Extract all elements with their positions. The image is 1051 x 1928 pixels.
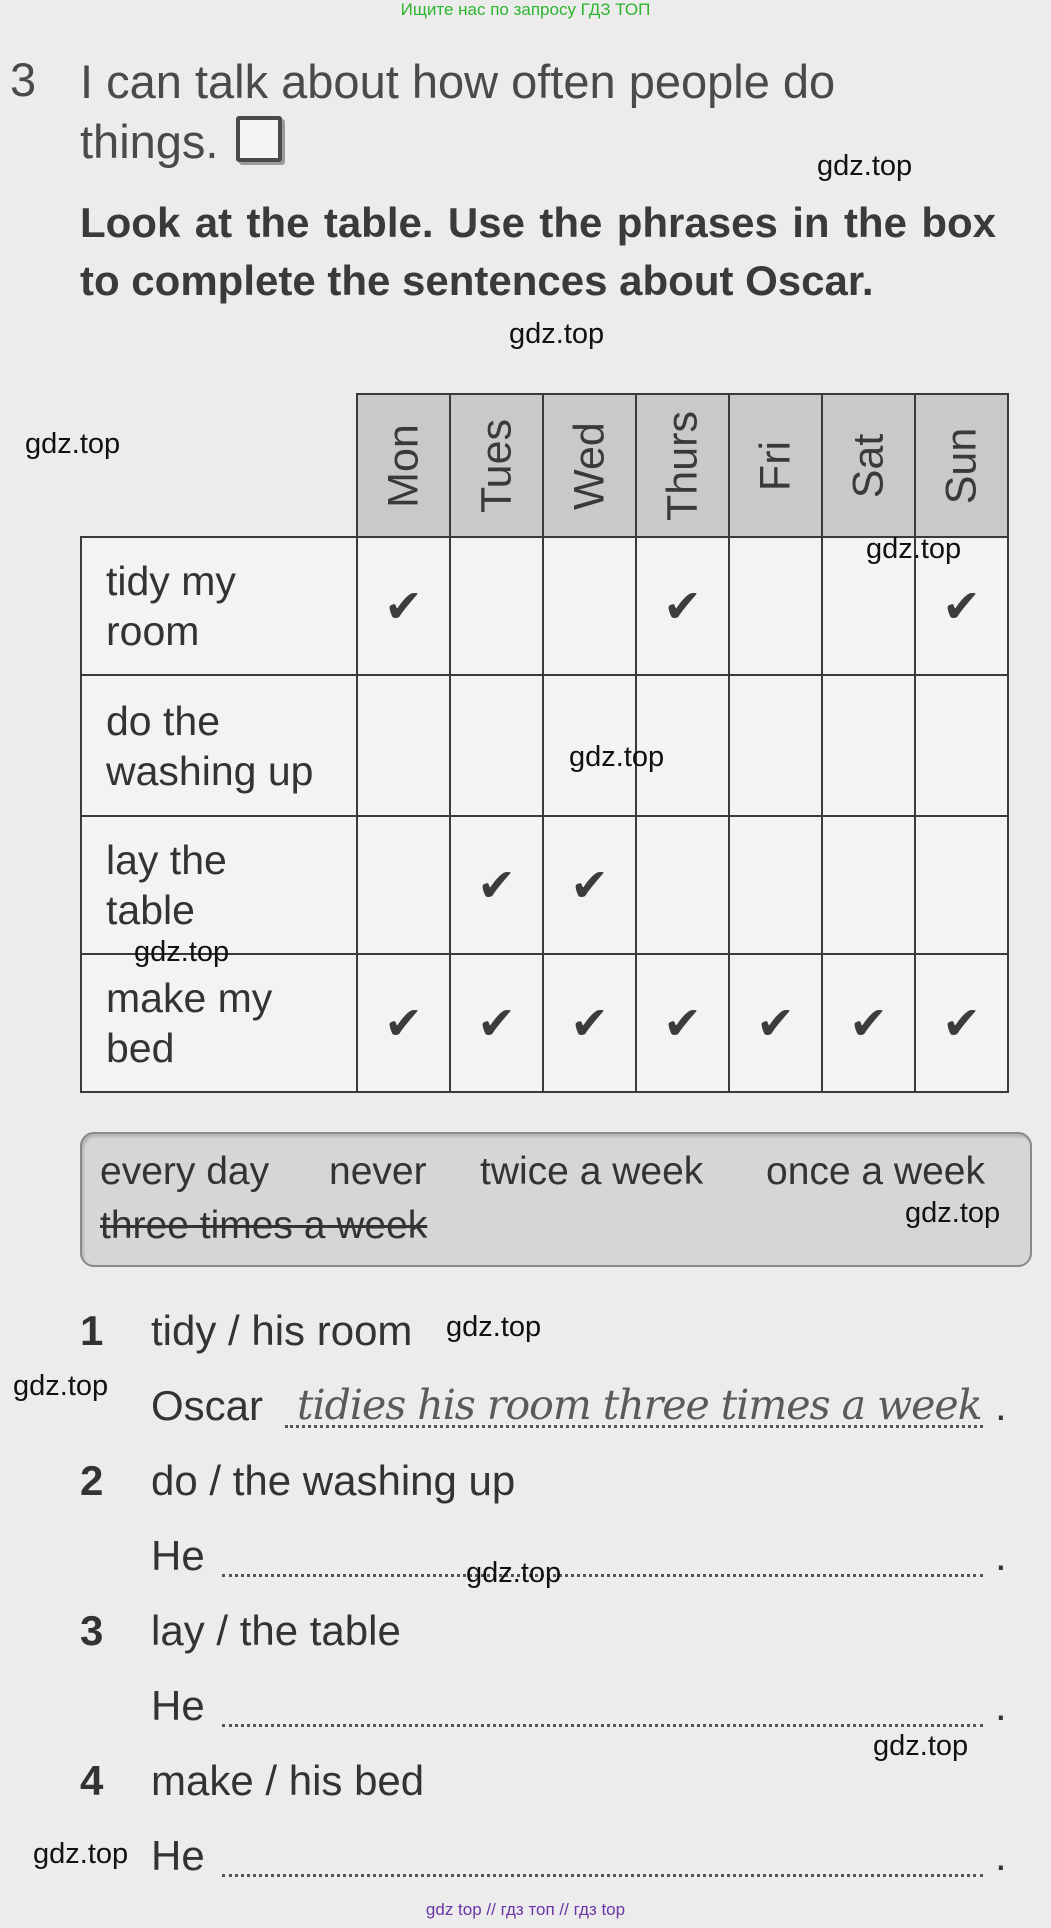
answer-line[interactable] bbox=[222, 1724, 983, 1727]
phrase-every-day: every day bbox=[100, 1150, 270, 1193]
exercise-prompt: tidy / his room bbox=[151, 1307, 413, 1354]
check-mark-icon: ✔ bbox=[477, 859, 516, 911]
table-corner bbox=[81, 394, 357, 537]
check-cell bbox=[450, 816, 543, 954]
check-cell bbox=[822, 675, 915, 816]
check-cell bbox=[915, 954, 1008, 1092]
check-cell bbox=[636, 954, 729, 1092]
watermark: gdz.top bbox=[509, 318, 605, 350]
check-mark-icon: ✔ bbox=[384, 997, 423, 1049]
check-cell bbox=[543, 537, 636, 675]
sentence-period: . bbox=[995, 1382, 1007, 1429]
watermark: gdz.top bbox=[569, 741, 665, 773]
table-row bbox=[81, 675, 1008, 816]
section-number: 3 bbox=[10, 53, 37, 106]
day-header bbox=[357, 394, 450, 537]
exercise-prompt: make / his bed bbox=[151, 1757, 425, 1804]
exercise-subject: Oscar bbox=[151, 1382, 264, 1429]
check-mark-icon: ✔ bbox=[570, 997, 609, 1049]
phrase-box bbox=[80, 1132, 1032, 1267]
exercise-number: 2 bbox=[80, 1457, 104, 1504]
check-cell bbox=[357, 954, 450, 1092]
task-line-2: room bbox=[106, 608, 200, 654]
watermark: gdz.top bbox=[873, 1730, 969, 1762]
sentence-period: . bbox=[995, 1832, 1007, 1879]
sentence-period: . bbox=[995, 1532, 1007, 1579]
check-cell bbox=[357, 675, 450, 816]
task-line-1: do the bbox=[106, 697, 220, 744]
day-header bbox=[729, 394, 822, 537]
day-label: Tues bbox=[472, 418, 520, 513]
exercise-prompt: lay / the table bbox=[151, 1607, 401, 1654]
exercise-number: 1 bbox=[80, 1307, 104, 1354]
day-label: Wed bbox=[565, 421, 613, 510]
watermark: gdz.top bbox=[134, 936, 230, 968]
phrase-never: never bbox=[329, 1150, 427, 1193]
check-cell bbox=[357, 537, 450, 675]
watermark: gdz.top bbox=[466, 1557, 562, 1589]
check-cell bbox=[729, 954, 822, 1092]
check-mark-icon: ✔ bbox=[942, 580, 981, 632]
check-cell bbox=[915, 675, 1008, 816]
day-label: Mon bbox=[379, 423, 427, 508]
watermark: gdz.top bbox=[905, 1197, 1001, 1229]
check-cell bbox=[822, 954, 915, 1092]
phrase-twice-a-week: twice a week bbox=[480, 1150, 704, 1193]
check-cell bbox=[822, 816, 915, 954]
check-mark-icon: ✔ bbox=[384, 580, 423, 632]
check-cell bbox=[729, 816, 822, 954]
heading-line-1: I can talk about how often people do bbox=[80, 55, 836, 108]
instruction: Look at the table. Use the phrases in the box to complete the sentences about Oscar. bbox=[80, 199, 996, 304]
exercise-subject: He bbox=[151, 1682, 205, 1729]
check-mark-icon: ✔ bbox=[477, 997, 516, 1049]
task-line-2: bed bbox=[106, 1025, 175, 1071]
check-cell bbox=[543, 816, 636, 954]
watermark: gdz.top bbox=[817, 150, 913, 182]
day-label: Fri bbox=[751, 440, 799, 491]
day-header bbox=[450, 394, 543, 537]
exercise-number: 3 bbox=[80, 1607, 104, 1654]
day-label: Sat bbox=[844, 433, 892, 498]
task-line-2: table bbox=[106, 887, 195, 933]
task-label bbox=[81, 537, 357, 675]
day-header bbox=[543, 394, 636, 537]
check-cell bbox=[450, 954, 543, 1092]
task-line-1: make my bbox=[106, 975, 273, 1021]
task-label bbox=[81, 816, 357, 954]
day-header bbox=[822, 394, 915, 537]
check-mark-icon: ✔ bbox=[756, 997, 795, 1049]
phrase-three-times-a-week-crossed: three times a week bbox=[100, 1204, 428, 1247]
answer-line[interactable] bbox=[222, 1874, 983, 1877]
check-cell bbox=[729, 675, 822, 816]
check-mark-icon: ✔ bbox=[663, 997, 702, 1049]
watermark: gdz.top bbox=[13, 1370, 109, 1402]
day-label: Thurs bbox=[658, 410, 706, 521]
check-mark-icon: ✔ bbox=[663, 580, 702, 632]
watermark: gdz.top bbox=[866, 533, 962, 565]
answer-text: tidies his room three times a week bbox=[297, 1381, 982, 1429]
check-mark-icon: ✔ bbox=[942, 997, 981, 1049]
check-cell bbox=[450, 537, 543, 675]
check-cell bbox=[450, 675, 543, 816]
table-row bbox=[81, 816, 1008, 954]
exercise-prompt: do / the washing up bbox=[151, 1457, 516, 1504]
check-cell bbox=[543, 954, 636, 1092]
task-line-1: tidy my bbox=[106, 558, 236, 604]
check-cell bbox=[636, 816, 729, 954]
top-banner[interactable]: Ищите нас по запросу ГДЗ ТОП bbox=[400, 0, 651, 19]
phrase-once-a-week: once a week bbox=[766, 1150, 985, 1193]
heading-line-2-text: things. bbox=[80, 115, 219, 168]
day-label: Sun bbox=[937, 427, 985, 504]
check-cell bbox=[636, 537, 729, 675]
exercise-subject: He bbox=[151, 1832, 205, 1879]
exercise-subject: He bbox=[151, 1532, 205, 1579]
task-line-1: lay the bbox=[106, 837, 227, 883]
exercise-number: 4 bbox=[80, 1757, 104, 1804]
table-header-row bbox=[81, 394, 1008, 537]
watermark: gdz.top bbox=[25, 428, 121, 460]
sentence-period: . bbox=[995, 1682, 1007, 1729]
check-mark-icon: ✔ bbox=[849, 997, 888, 1049]
self-assessment-checkbox[interactable] bbox=[236, 116, 282, 162]
bottom-links[interactable]: gdz top // гдз топ // гдз top bbox=[425, 1900, 626, 1919]
check-cell bbox=[357, 816, 450, 954]
watermark: gdz.top bbox=[446, 1311, 542, 1343]
chores-table bbox=[80, 393, 1009, 1093]
day-header bbox=[636, 394, 729, 537]
check-cell bbox=[915, 816, 1008, 954]
task-label bbox=[81, 675, 357, 816]
watermark: gdz.top bbox=[33, 1838, 129, 1870]
task-label bbox=[81, 954, 357, 1092]
check-mark-icon: ✔ bbox=[570, 859, 609, 911]
table-row bbox=[81, 954, 1008, 1092]
task-line-2: washing up bbox=[106, 747, 314, 794]
day-header bbox=[915, 394, 1008, 537]
check-cell bbox=[729, 537, 822, 675]
answer-line[interactable] bbox=[222, 1574, 983, 1577]
